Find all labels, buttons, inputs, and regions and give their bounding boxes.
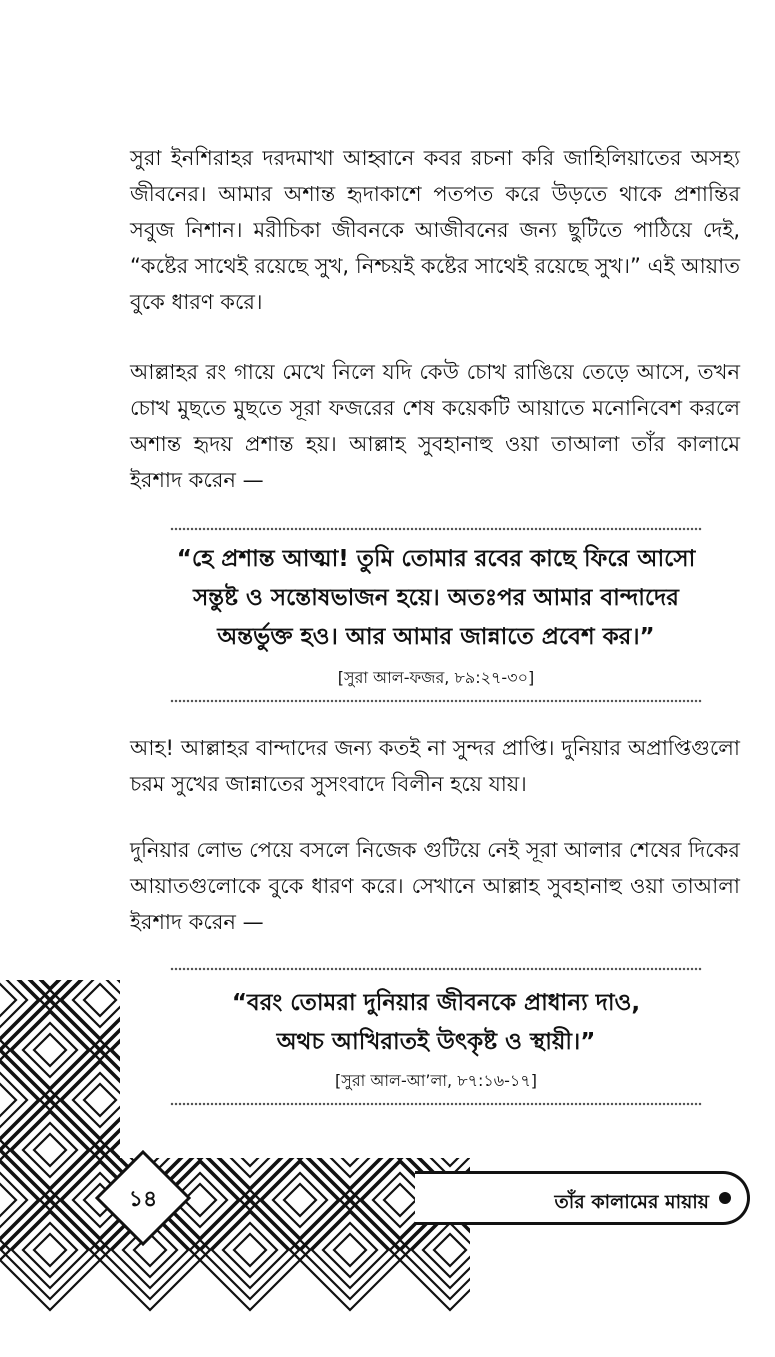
bullet-dot-icon: [719, 1192, 731, 1204]
footer-bar: [415, 1171, 750, 1225]
page-number: ১৪: [128, 1187, 158, 1212]
paragraph-4: দুনিয়ার লোভ পেয়ে বসলে নিজেক গুটিয়ে নেই সূরা আলার শেষের দিকের আয়াতগুলোকে বুকে ধারণ করে। সেখানে আল্লাহ সুবহানাহু ওয়া তাআলা ইরশাদ করেন —: [130, 838, 740, 934]
dotted-divider: [170, 966, 702, 972]
quote-2-line-1: “বরং তোমরা দুনিয়ার জীবনকে প্রাধান্য দাও,: [231, 990, 641, 1016]
paragraph-2: আল্লাহর রং গায়ে মেখে নিলে যদি কেউ চোখ রাঙিয়ে তেড়ে আসে, তখন চোখ মুছতে মুছতে সূরা ফজরের শেষ কয়েকটি আয়াতে মনোনিবেশ করলে অশান্ত হৃদয় প্রশান্ত হয়। আল্লাহ সুবহানাহু ওয়া তাআলা তাঁর কালামে ইরশাদ করেন —: [130, 360, 740, 492]
dotted-divider: [170, 526, 702, 532]
dotted-divider: [170, 698, 702, 704]
book-title: তাঁর কালামের মায়ায়: [554, 1191, 709, 1213]
quote-1-reference: [সুরা আল-ফজর, ৮৯:২৭-৩০]: [337, 668, 535, 687]
quote-1-line-2: সন্তুষ্ট ও সন্তোষভাজন হয়ে। অতঃপর আমার বান্দাদের: [193, 585, 679, 611]
quote-2-line-2: অথচ আখিরাতই উৎকৃষ্ট ও স্থায়ী।”: [276, 1029, 596, 1055]
quote-2-reference: [সুরা আল-আ’লা, ৮৭:১৬-১৭]: [335, 1071, 537, 1090]
quote-1-line-3: অন্তর্ভুক্ত হও। আর আমার জান্নাতে প্রবেশ কর।”: [217, 624, 655, 650]
geometric-pattern: [0, 980, 470, 1357]
quote-1-line-1: “হে প্রশান্ত আত্মা! তুমি তোমার রবের কাছে ফিরে আসো: [176, 546, 696, 572]
paragraph-1: সুরা ইনশিরাহর দরদমাখা আহ্বানে কবর রচনা করি জাহিলিয়াতের অসহ্য জীবনের। আমার অশান্ত হৃদাকাশে পতপত করে উড়তে থাকে প্রশান্তির সবুজ নিশান। মরীচিকা জীবনকে আজীবনের জন্য ছুটিতে পাঠিয়ে দেই, “কষ্টের সাথেই রয়েছে সুখ, নিশ্চয়ই কষ্টের সাথেই রয়েছে সুখ।” এই আয়াত বুকে ধারণ করে।: [130, 146, 740, 314]
paragraph-3: আহ! আল্লাহর বান্দাদের জন্য কতই না সুন্দর প্রাপ্তি। দুনিয়ার অপ্রাপ্তিগুলো চরম সুখের জান্নাতের সুসংবাদে বিলীন হয়ে যায়।: [130, 736, 740, 796]
